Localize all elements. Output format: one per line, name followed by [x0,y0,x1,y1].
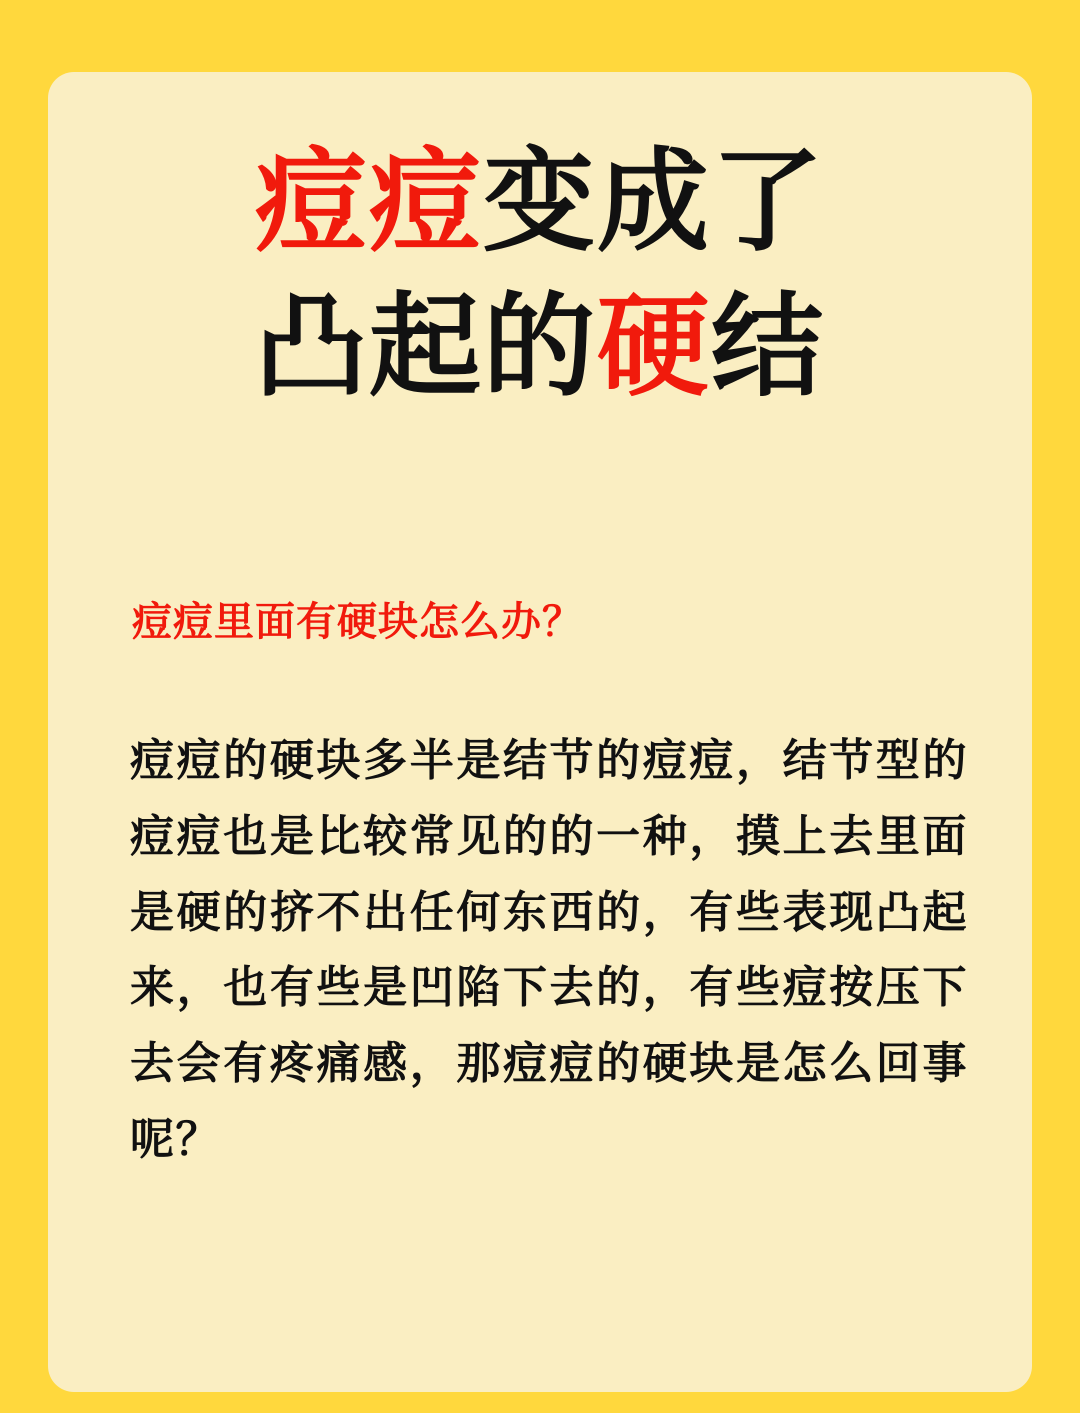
headline-plain-3: 结 [711,284,825,410]
headline-accent-2: 硬 [597,284,711,410]
subheading: 痘痘里面有硬块怎么办？ [132,600,583,645]
headline-line-2 [104,271,976,422]
body-paragraph: 痘痘的硬块多半是结节的痘痘，结节型的痘痘也是比较常见的的一种，摸上去里面是硬的挤不出任何东西的，有些表现凸起来，也有些是凹陷下去的，有些痘按压下去会有疼痛感，那痘痘的硬块是怎么回事呢？ [130,736,968,1164]
headline-plain-2: 凸起的 [255,284,597,410]
headline-plain-1: 变成了 [483,139,825,264]
headline-accent-1: 痘痘 [255,139,483,264]
poster-card [48,72,1032,1392]
page-title [104,112,976,422]
headline-line-1 [104,126,976,277]
